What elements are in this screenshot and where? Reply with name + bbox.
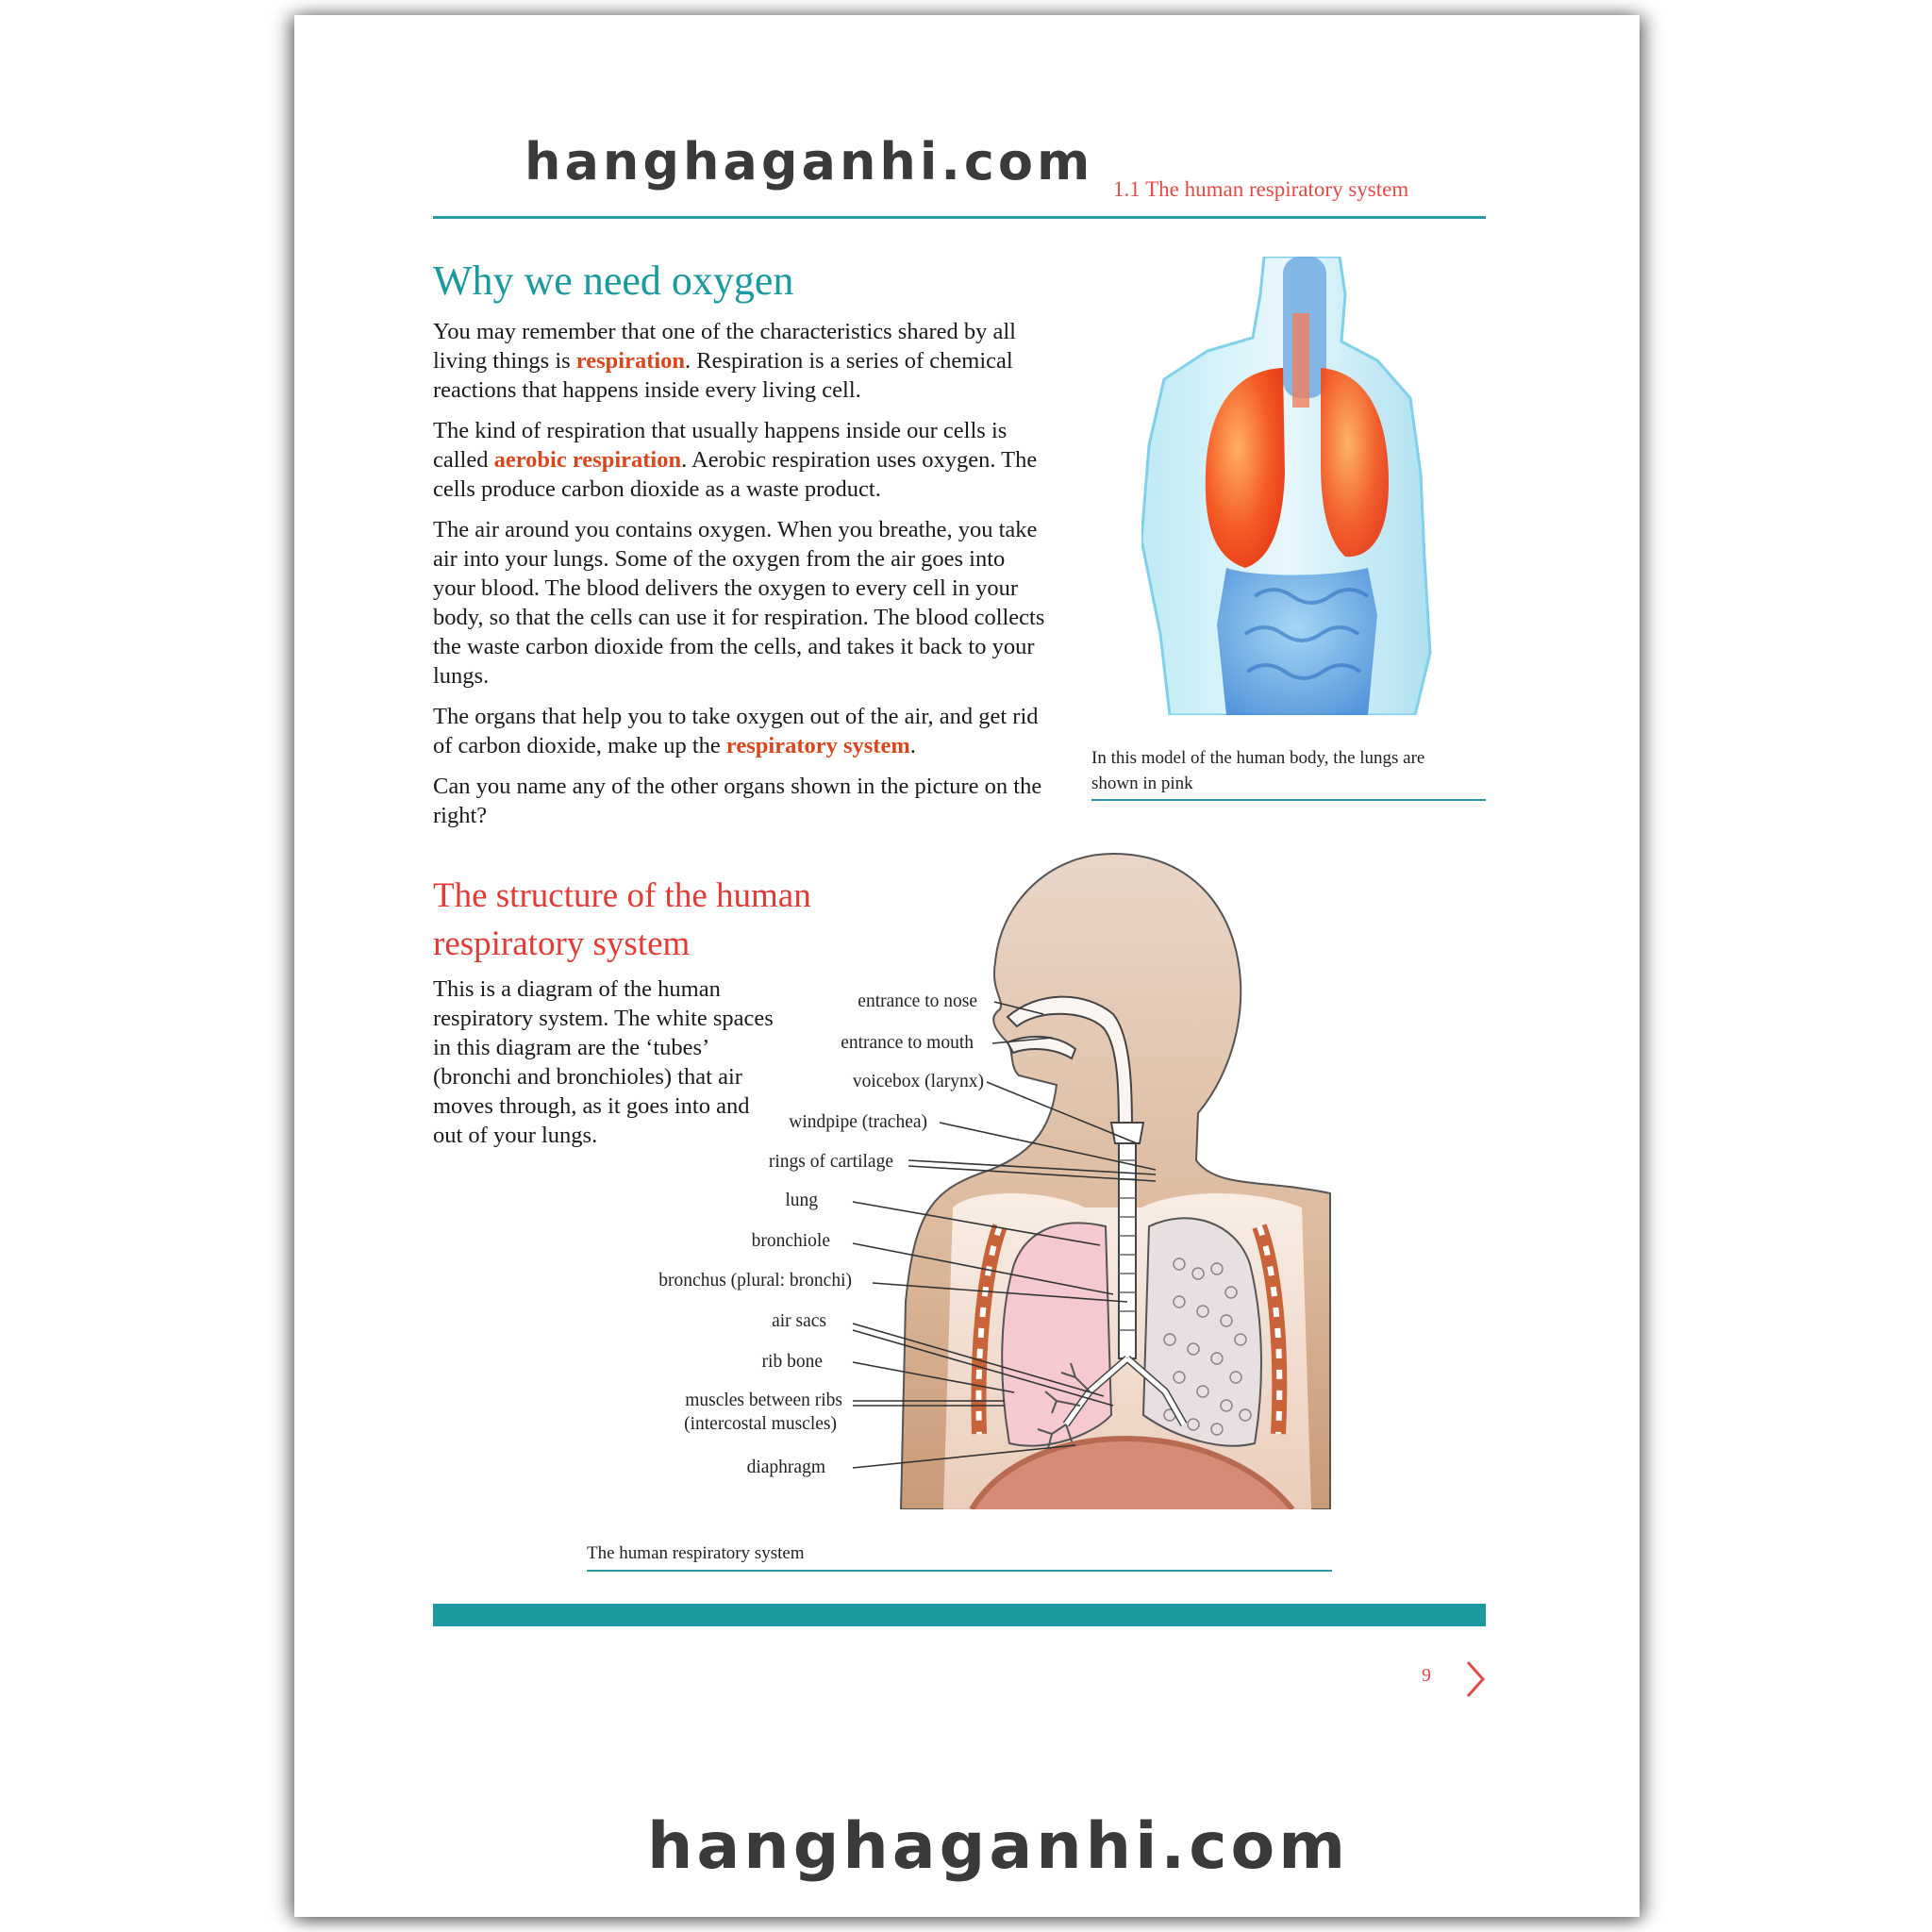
respiratory-diagram <box>896 849 1340 1509</box>
keyword-respiration: respiration <box>575 348 686 374</box>
watermark-bottom: hanghaganhi.com <box>647 1809 1350 1884</box>
section-reference: 1.1 The human respiratory system <box>1113 177 1409 201</box>
section2-body: This is a diagram of the human respiratory system. The white spaces in this diagram are the ‘tubes’ (bronchi and bronchioles) that air moves through, as it goes into and out of your lungs. <box>433 976 774 1148</box>
paragraph-4: The organs that help you to take oxygen out of the air, and get rid of carbon dioxide, make up the respiratory system. <box>433 704 1039 758</box>
header-rule <box>433 216 1486 219</box>
label-muscles-between-ribs: muscles between ribs <box>685 1391 842 1410</box>
paragraph-5: Can you name any of the other organs shown in the picture on the right? <box>433 774 1042 828</box>
label-entrance-to-mouth: entrance to mouth <box>841 1033 974 1053</box>
keyword-aerobic-respiration: aerobic respiration <box>493 447 682 473</box>
body-model-caption: In this model of the human body, the lungs are shown in pink <box>1091 748 1425 793</box>
paragraph-3: The air around you contains oxygen. When you breathe, you take air into your lungs. Some of the oxygen from the air goes into your blood. The blood delivers the oxygen to every cell in your body, so that the cells can use it for respiration. The blood collects the waste carbon dioxide from the cells, and takes it back to your lungs. <box>433 517 1045 689</box>
label-bronchus: bronchus (plural: bronchi) <box>658 1271 852 1291</box>
respiratory-system-illustration <box>896 849 1340 1509</box>
footer-band <box>433 1604 1486 1626</box>
keyword-respiratory-system: respiratory system <box>725 733 910 758</box>
diagram-caption-rule <box>587 1570 1332 1572</box>
label-bronchiole: bronchiole <box>751 1231 830 1251</box>
body-model-figure <box>1141 257 1434 715</box>
label-lung: lung <box>785 1191 818 1210</box>
label-rib-bone: rib bone <box>761 1352 823 1372</box>
paragraph-1: You may remember that one of the characteristics shared by all living things is respiration. Respiration is a series of chemical reactions that happens inside every living cell. <box>433 319 1016 403</box>
diagram-caption: The human respiratory system <box>587 1543 805 1563</box>
body-model-caption-rule <box>1091 799 1486 801</box>
label-entrance-to-nose: entrance to nose <box>858 991 977 1011</box>
body-model-illustration <box>1141 257 1434 715</box>
label-air-sacs: air sacs <box>772 1311 826 1331</box>
chevron-right-icon[interactable] <box>1464 1658 1487 1700</box>
label-windpipe: windpipe (trachea) <box>789 1112 927 1132</box>
label-diaphragm: diaphragm <box>746 1457 825 1477</box>
watermark-top: hanghaganhi.com <box>525 132 1094 192</box>
page-number: 9 <box>1422 1665 1431 1686</box>
paragraph-2: The kind of respiration that usually happens inside our cells is called aerobic respiration. Aerobic respiration uses oxygen. The cells produce carbon dioxide as a waste product. <box>433 418 1038 502</box>
label-voicebox: voicebox (larynx) <box>852 1072 984 1091</box>
label-intercostal-muscles: (intercostal muscles) <box>684 1414 837 1434</box>
label-rings-of-cartilage: rings of cartilage <box>768 1152 893 1172</box>
section-title-oxygen: Why we need oxygen <box>433 258 794 304</box>
section-title-structure: The structure of the human respiratory system <box>433 876 811 963</box>
section1-body <box>433 317 1048 841</box>
